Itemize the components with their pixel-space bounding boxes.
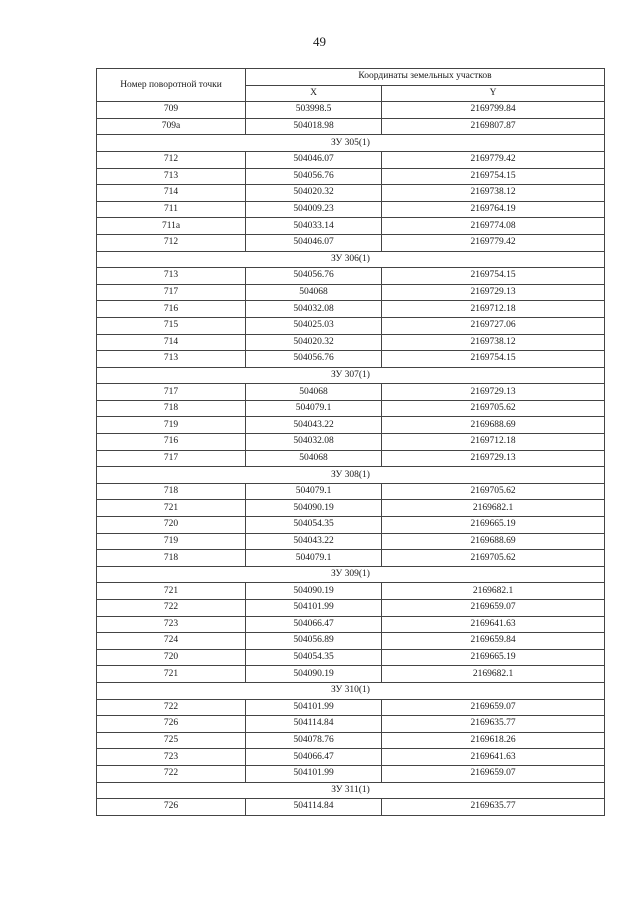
section-row [97,566,605,583]
point-number-cell: 720 [97,517,246,534]
x-coordinate-cell: 504056.76 [246,268,382,285]
x-coordinate-cell: 504032.08 [246,434,382,451]
y-coordinate-cell: 2169774.08 [382,218,605,235]
table-row [97,168,605,185]
y-coordinate-cell: 2169754.15 [382,268,605,285]
table-row [97,483,605,500]
table-row [97,284,605,301]
table-row [97,616,605,633]
table-row [97,118,605,135]
x-coordinate-cell: 504066.47 [246,749,382,766]
table-row [97,384,605,401]
y-coordinate-cell: 2169641.63 [382,749,605,766]
point-number-cell: 724 [97,633,246,650]
section-title: ЗУ 308(1) [97,467,605,484]
point-number-cell: 726 [97,716,246,733]
y-coordinate-cell: 2169799.84 [382,102,605,119]
table-row [97,749,605,766]
x-coordinate-cell: 504018.98 [246,118,382,135]
y-coordinate-cell: 2169635.77 [382,716,605,733]
y-coordinate-cell: 2169754.15 [382,168,605,185]
section-row [97,135,605,152]
x-coordinate-cell: 504090.19 [246,666,382,683]
y-coordinate-cell: 2169659.07 [382,699,605,716]
y-coordinate-cell: 2169682.1 [382,583,605,600]
x-coordinate-cell: 504078.76 [246,732,382,749]
table-row [97,666,605,683]
x-coordinate-cell: 504025.03 [246,317,382,334]
point-number-cell: 713 [97,351,246,368]
point-number-cell: 721 [97,666,246,683]
x-coordinate-cell: 503998.5 [246,102,382,119]
x-coordinate-cell: 504114.84 [246,799,382,816]
y-coordinate-cell: 2169682.1 [382,666,605,683]
table-row [97,218,605,235]
header-y: Y [382,85,605,102]
y-coordinate-cell: 2169618.26 [382,732,605,749]
point-number-cell: 711а [97,218,246,235]
point-number-cell: 712 [97,151,246,168]
section-title: ЗУ 305(1) [97,135,605,152]
x-coordinate-cell: 504101.99 [246,699,382,716]
y-coordinate-cell: 2169688.69 [382,417,605,434]
y-coordinate-cell: 2169705.62 [382,550,605,567]
section-row [97,782,605,799]
x-coordinate-cell: 504043.22 [246,533,382,550]
section-title: ЗУ 310(1) [97,682,605,699]
x-coordinate-cell: 504020.32 [246,334,382,351]
point-number-cell: 714 [97,334,246,351]
point-number-cell: 722 [97,765,246,782]
table-row [97,417,605,434]
point-number-cell: 725 [97,732,246,749]
y-coordinate-cell: 2169659.07 [382,765,605,782]
x-coordinate-cell: 504090.19 [246,583,382,600]
y-coordinate-cell: 2169729.13 [382,384,605,401]
table-row [97,450,605,467]
y-coordinate-cell: 2169688.69 [382,533,605,550]
x-coordinate-cell: 504056.76 [246,351,382,368]
point-number-cell: 722 [97,600,246,617]
section-title: ЗУ 309(1) [97,566,605,583]
x-coordinate-cell: 504046.07 [246,234,382,251]
point-number-cell: 716 [97,434,246,451]
y-coordinate-cell: 2169738.12 [382,334,605,351]
table-row [97,533,605,550]
point-number-cell: 717 [97,284,246,301]
x-coordinate-cell: 504009.23 [246,201,382,218]
x-coordinate-cell: 504079.1 [246,483,382,500]
y-coordinate-cell: 2169727.06 [382,317,605,334]
header-x: X [246,85,382,102]
table-row [97,550,605,567]
section-title: ЗУ 311(1) [97,782,605,799]
y-coordinate-cell: 2169665.19 [382,517,605,534]
x-coordinate-cell: 504054.35 [246,649,382,666]
y-coordinate-cell: 2169779.42 [382,151,605,168]
point-number-cell: 720 [97,649,246,666]
x-coordinate-cell: 504079.1 [246,400,382,417]
x-coordinate-cell: 504101.99 [246,765,382,782]
table-row [97,201,605,218]
table-row [97,351,605,368]
section-row [97,467,605,484]
x-coordinate-cell: 504101.99 [246,600,382,617]
point-number-cell: 717 [97,384,246,401]
table-row [97,102,605,119]
point-number-cell: 709 [97,102,246,119]
point-number-cell: 711 [97,201,246,218]
x-coordinate-cell: 504046.07 [246,151,382,168]
y-coordinate-cell: 2169754.15 [382,351,605,368]
point-number-cell: 712 [97,234,246,251]
table-row [97,317,605,334]
section-row [97,682,605,699]
table-row [97,400,605,417]
page-number: 49 [313,34,326,49]
y-coordinate-cell: 2169641.63 [382,616,605,633]
table-row [97,649,605,666]
y-coordinate-cell: 2169738.12 [382,185,605,202]
y-coordinate-cell: 2169807.87 [382,118,605,135]
x-coordinate-cell: 504079.1 [246,550,382,567]
section-row [97,367,605,384]
point-number-cell: 719 [97,417,246,434]
y-coordinate-cell: 2169659.84 [382,633,605,650]
table-body [97,102,605,816]
table-row [97,500,605,517]
point-number-cell: 709а [97,118,246,135]
y-coordinate-cell: 2169779.42 [382,234,605,251]
point-number-cell: 715 [97,317,246,334]
y-coordinate-cell: 2169764.19 [382,201,605,218]
x-coordinate-cell: 504056.76 [246,168,382,185]
y-coordinate-cell: 2169729.13 [382,450,605,467]
table-row [97,234,605,251]
y-coordinate-cell: 2169705.62 [382,483,605,500]
x-coordinate-cell: 504068 [246,384,382,401]
point-number-cell: 723 [97,616,246,633]
table-row [97,301,605,318]
section-title: ЗУ 307(1) [97,367,605,384]
point-number-cell: 718 [97,550,246,567]
header-coordinates: Координаты земельных участков [246,69,605,86]
table-row [97,185,605,202]
point-number-cell: 718 [97,400,246,417]
x-coordinate-cell: 504114.84 [246,716,382,733]
table-row [97,434,605,451]
table-row [97,268,605,285]
table-row [97,334,605,351]
x-coordinate-cell: 504020.32 [246,185,382,202]
y-coordinate-cell: 2169665.19 [382,649,605,666]
header-point-number: Номер поворотной точки [97,69,246,102]
point-number-cell: 713 [97,268,246,285]
table-row [97,799,605,816]
point-number-cell: 714 [97,185,246,202]
y-coordinate-cell: 2169712.18 [382,434,605,451]
point-number-cell: 713 [97,168,246,185]
table-row [97,716,605,733]
x-coordinate-cell: 504054.35 [246,517,382,534]
y-coordinate-cell: 2169635.77 [382,799,605,816]
table-row [97,583,605,600]
table-row [97,151,605,168]
point-number-cell: 721 [97,500,246,517]
table-row [97,765,605,782]
y-coordinate-cell: 2169729.13 [382,284,605,301]
point-number-cell: 716 [97,301,246,318]
x-coordinate-cell: 504090.19 [246,500,382,517]
table-row [97,699,605,716]
y-coordinate-cell: 2169682.1 [382,500,605,517]
point-number-cell: 723 [97,749,246,766]
x-coordinate-cell: 504068 [246,450,382,467]
table-row [97,600,605,617]
x-coordinate-cell: 504068 [246,284,382,301]
x-coordinate-cell: 504066.47 [246,616,382,633]
point-number-cell: 721 [97,583,246,600]
y-coordinate-cell: 2169705.62 [382,400,605,417]
point-number-cell: 726 [97,799,246,816]
table-row [97,517,605,534]
section-title: ЗУ 306(1) [97,251,605,268]
point-number-cell: 717 [97,450,246,467]
x-coordinate-cell: 504056.89 [246,633,382,650]
y-coordinate-cell: 2169712.18 [382,301,605,318]
table-row [97,732,605,749]
y-coordinate-cell: 2169659.07 [382,600,605,617]
coordinates-table [96,68,605,816]
x-coordinate-cell: 504043.22 [246,417,382,434]
point-number-cell: 719 [97,533,246,550]
point-number-cell: 722 [97,699,246,716]
x-coordinate-cell: 504032.08 [246,301,382,318]
x-coordinate-cell: 504033.14 [246,218,382,235]
section-row [97,251,605,268]
table-row [97,633,605,650]
point-number-cell: 718 [97,483,246,500]
